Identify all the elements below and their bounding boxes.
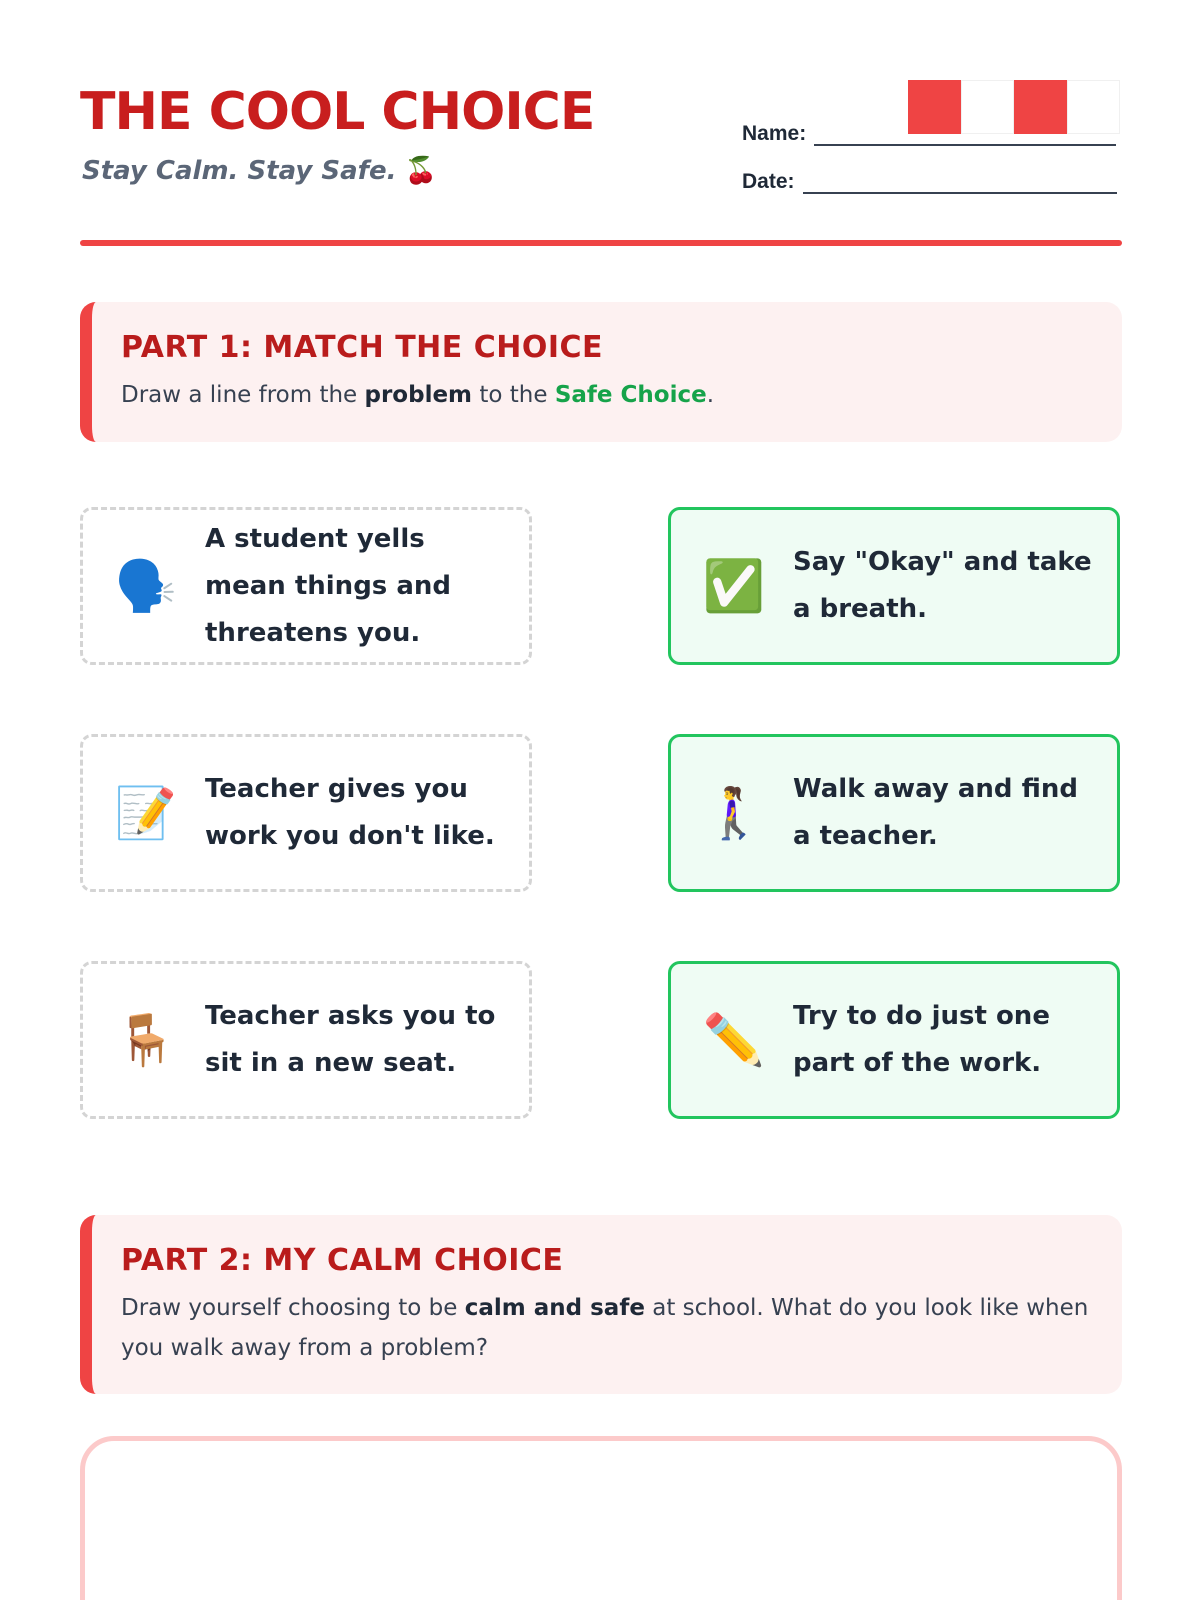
instr-text: to the — [472, 382, 555, 408]
name-line[interactable] — [814, 126, 1116, 146]
instr-bold-problem: problem — [364, 382, 473, 408]
problem-text: Teacher gives you work you don't like. — [205, 774, 495, 851]
instr-text: Draw yourself choosing to be — [121, 1295, 465, 1321]
chair-icon: 🪑 — [114, 1010, 178, 1069]
name-label: Name: — [742, 122, 807, 145]
instr-text: Draw a line from the — [121, 382, 365, 408]
date-label: Date: — [742, 170, 795, 193]
part2-banner — [80, 1215, 1122, 1394]
problem-text: Teacher asks you to sit in a new seat. — [205, 1001, 496, 1078]
memo-icon: 📝 — [114, 783, 178, 842]
problem-card[interactable] — [80, 734, 532, 892]
part1-instructions — [121, 375, 1092, 415]
problem-card[interactable] — [80, 507, 532, 665]
problem-text: A student yells mean things and threatens you. — [205, 523, 451, 648]
choice-text: Say "Okay" and take a breath. — [793, 547, 1092, 624]
instr-safe-choice: Safe Choice — [554, 382, 707, 408]
choice-card[interactable] — [668, 507, 1120, 665]
check-mark-icon: ✅ — [702, 556, 766, 615]
part1-title: PART 1: MATCH THE CHOICE — [121, 330, 604, 365]
problem-card[interactable] — [80, 961, 532, 1119]
drawing-area[interactable] — [80, 1436, 1122, 1600]
pencil-icon: ✏️ — [702, 1010, 766, 1069]
choice-text: Try to do just one part of the work. — [793, 1001, 1050, 1078]
choice-text: Walk away and find a teacher. — [793, 774, 1078, 851]
cherry-icon: 🍒 — [404, 156, 437, 186]
instr-bold-calm-safe: calm and safe — [464, 1295, 645, 1321]
page-subtitle — [82, 156, 437, 186]
name-field[interactable] — [742, 122, 1116, 146]
choice-card[interactable] — [668, 734, 1120, 892]
header-divider — [80, 240, 1122, 246]
instr-text: at school. What do you look like when you walk away from a problem? — [121, 1295, 1089, 1361]
speaking-head-icon: 🗣️ — [114, 556, 178, 615]
page-title: THE COOL CHOICE — [80, 82, 595, 142]
walking-person-icon: 🚶‍♀️ — [702, 783, 766, 842]
date-field[interactable] — [742, 170, 1117, 194]
instr-text: . — [706, 382, 714, 408]
subtitle-text: Stay Calm. Stay Safe. — [82, 156, 397, 186]
part2-instructions — [121, 1288, 1092, 1368]
part1-banner — [80, 302, 1122, 442]
date-line[interactable] — [803, 174, 1117, 194]
choice-card[interactable] — [668, 961, 1120, 1119]
part2-title: PART 2: MY CALM CHOICE — [121, 1243, 564, 1278]
